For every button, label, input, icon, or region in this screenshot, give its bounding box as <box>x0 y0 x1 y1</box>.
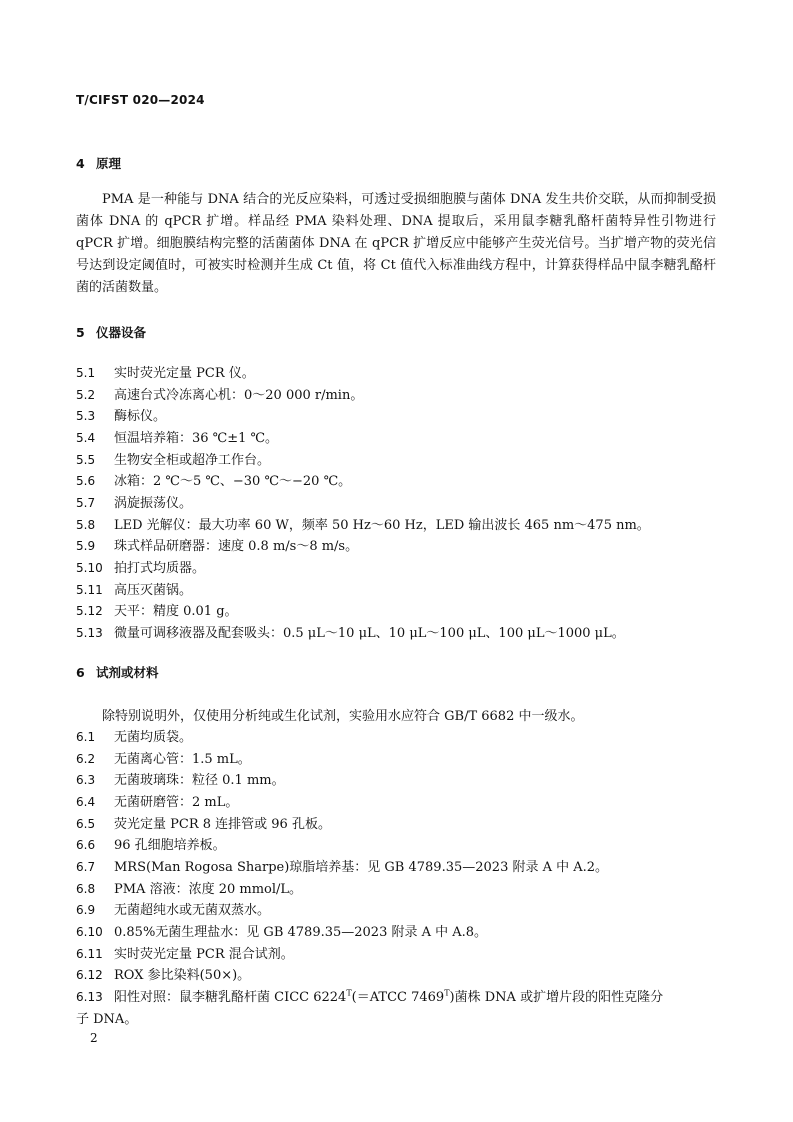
section-title: 原理 <box>96 156 122 171</box>
page-number: 2 <box>90 1031 98 1045</box>
list-item <box>76 964 250 983</box>
item-text: ROX 参比染料(50×)。 <box>114 968 251 983</box>
list-item <box>76 921 487 940</box>
list-item <box>76 726 192 745</box>
item-text: LED 光解仪：最大功率 60 W，频率 50 Hz～60 Hz，LED 输出波长 465 nm～475 nm。 <box>114 518 650 533</box>
item-text: 实时荧光定量 PCR 混合试剂。 <box>114 947 294 962</box>
item-text: 高速台式冷冻离心机：0～20 000 r/min。 <box>114 388 364 403</box>
item-text: 拍打式均质器。 <box>114 561 206 576</box>
item-text: 无菌均质袋。 <box>114 730 193 745</box>
item-text: 珠式样品研磨器：速度 0.8 m/s～8 m/s。 <box>114 539 359 554</box>
item-number: 5.3 <box>76 409 96 423</box>
section-heading-5 <box>76 323 146 341</box>
item-text: 荧光定量 PCR 8 连排管或 96 孔板。 <box>114 817 331 832</box>
item-number: 5.5 <box>76 453 96 467</box>
type-strain-mark: T <box>346 988 352 998</box>
item-number: 5.1 <box>76 366 96 380</box>
item-number: 5.2 <box>76 388 96 402</box>
list-item <box>76 514 650 533</box>
list-item <box>76 878 302 897</box>
item-number: 6.7 <box>76 860 96 874</box>
item-number: 5.4 <box>76 431 96 445</box>
item-number: 5.8 <box>76 518 96 532</box>
item-number: 6.4 <box>76 795 96 809</box>
item-text: (＝ATCC 7469 <box>351 990 445 1005</box>
item-text: )菌株 DNA 或扩增片段的阳性克隆分 <box>449 990 664 1005</box>
list-item <box>76 384 363 403</box>
item-text: MRS(Man Rogosa Sharpe)琼脂培养基：见 GB 4789.35—2023 附录 A 中 A.2。 <box>114 860 609 875</box>
item-text: 恒温培养箱：36 ℃±1 ℃。 <box>114 431 279 446</box>
item-text: 酶标仪。 <box>114 409 167 424</box>
section-heading-4 <box>76 154 121 172</box>
list-item <box>76 622 625 641</box>
item-text: 无菌超纯水或无菌双蒸水。 <box>114 903 271 918</box>
list-item <box>76 748 251 767</box>
item-text: 冰箱：2 ℃～5 ℃、−30 ℃～−20 ℃。 <box>114 474 352 489</box>
item-text: 阳性对照：鼠李糖乳酪杆菌 CICC 6224 <box>114 990 347 1005</box>
section-number: 5 <box>76 325 85 340</box>
item-number: 6.10 <box>76 925 103 939</box>
list-item <box>76 600 238 619</box>
item-text: PMA 溶液：浓度 20 mmol/L。 <box>114 882 303 897</box>
item-text: 微量可调移液器及配套吸头：0.5 μL～10 μL、10 μL～100 μL、100 μL～1000 μL。 <box>114 626 625 641</box>
standard-code: T/CIFST 020—2024 <box>76 93 205 107</box>
item-number: 5.7 <box>76 496 96 510</box>
item-number: 6.13 <box>76 990 103 1004</box>
reagent-intro: 除特别说明外，仅使用分析纯或生化试剂，实验用水应符合 GB/T 6682 中一级水。 <box>102 709 584 724</box>
item-text: 无菌离心管：1.5 mL。 <box>114 752 251 767</box>
list-item <box>76 362 255 381</box>
item-number: 6.9 <box>76 903 96 917</box>
item-text: 0.85%无菌生理盐水：见 GB 4789.35—2023 附录 A 中 A.8。 <box>114 925 488 940</box>
list-item <box>76 470 351 489</box>
list-item <box>76 769 285 788</box>
list-item <box>76 579 192 598</box>
section-title: 仪器设备 <box>96 325 147 340</box>
list-item <box>76 405 166 424</box>
item-number: 5.10 <box>76 561 103 575</box>
item-text: 无菌玻璃珠：粒径 0.1 mm。 <box>114 773 285 788</box>
section-number: 4 <box>76 156 85 171</box>
item-number: 6.12 <box>76 968 103 982</box>
item-text: 高压灭菌锅。 <box>114 583 193 598</box>
list-item-positive-control <box>76 986 663 1005</box>
section-number: 6 <box>76 665 85 680</box>
section-heading-6 <box>76 663 159 681</box>
item-text: 天平：精度 0.01 g。 <box>114 604 238 619</box>
list-item <box>76 834 226 853</box>
list-item <box>76 492 192 511</box>
item-number: 5.9 <box>76 539 96 553</box>
list-item <box>76 856 608 875</box>
item-number: 6.1 <box>76 730 96 744</box>
item-number: 6.2 <box>76 752 96 766</box>
item-text: 96 孔细胞培养板。 <box>114 838 226 853</box>
list-item <box>76 899 270 918</box>
item-number: 5.13 <box>76 626 103 640</box>
item-number: 5.11 <box>76 583 103 597</box>
list-item <box>76 943 294 962</box>
list-item <box>76 427 278 446</box>
item-text: 涡旋振荡仪。 <box>114 496 193 511</box>
item-text: 无菌研磨管：2 mL。 <box>114 795 239 810</box>
list-item <box>76 557 205 576</box>
item-text: 生物安全柜或超净工作台。 <box>114 453 271 468</box>
list-item <box>76 813 331 832</box>
type-strain-mark: T <box>444 988 450 998</box>
list-item <box>76 535 358 554</box>
item-text: 实时荧光定量 PCR 仪。 <box>114 366 255 381</box>
list-item <box>76 449 270 468</box>
item-number: 6.3 <box>76 773 96 787</box>
section-title: 试剂或材料 <box>96 665 159 680</box>
item-number: 5.6 <box>76 474 96 488</box>
item-number: 6.5 <box>76 817 96 831</box>
item-number: 6.8 <box>76 882 96 896</box>
principle-paragraph: PMA 是一种能与 DNA 结合的光反应染料，可透过受损细胞膜与菌体 DNA 发生共价交联，从而抑制受损菌体 DNA 的 qPCR 扩增。样品经 PMA 染料处理、DNA 提取后，采用鼠李糖乳酪杆菌特异性引物进行 qPCR 扩增。细胞膜结构完整的活菌菌体 DNA 在 qPCR 扩增反应中能够产生荧光信号。当扩增产物的荧光信号达到设定阈值时，可被实时检测并生成 Ct 值，将 Ct 值代入标准曲线方程中，计算获得样品中鼠李糖乳酪杆菌的活菌数量。 <box>76 192 716 295</box>
list-item-continuation: 子 DNA。 <box>76 1012 138 1027</box>
item-number: 6.6 <box>76 838 96 852</box>
list-item <box>76 791 238 810</box>
item-number: 5.12 <box>76 604 103 618</box>
item-number: 6.11 <box>76 947 103 961</box>
